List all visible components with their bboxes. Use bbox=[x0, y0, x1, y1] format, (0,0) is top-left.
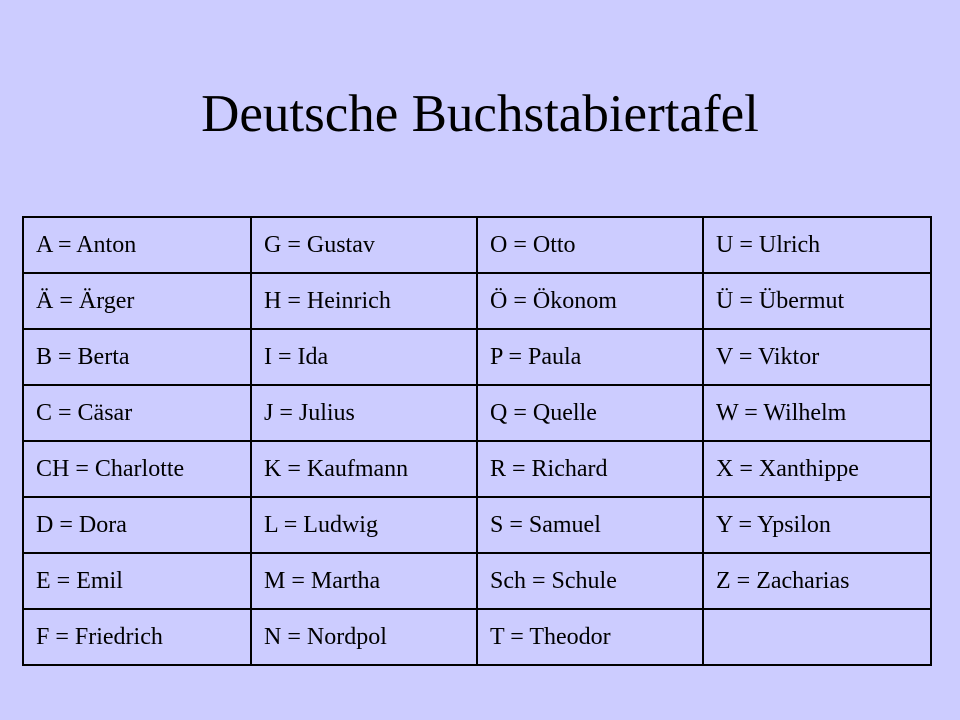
table-cell: Sch = Schule bbox=[477, 553, 703, 609]
table-cell: O = Otto bbox=[477, 217, 703, 273]
table-cell: R = Richard bbox=[477, 441, 703, 497]
spelling-table bbox=[22, 216, 932, 666]
table-cell: K = Kaufmann bbox=[251, 441, 477, 497]
table-cell-empty bbox=[703, 609, 931, 665]
table-cell: Z = Zacharias bbox=[703, 553, 931, 609]
table-row bbox=[23, 497, 931, 553]
table-cell: F = Friedrich bbox=[23, 609, 251, 665]
table-cell: J = Julius bbox=[251, 385, 477, 441]
table-row bbox=[23, 385, 931, 441]
table-cell: H = Heinrich bbox=[251, 273, 477, 329]
table-cell: A = Anton bbox=[23, 217, 251, 273]
table-cell: S = Samuel bbox=[477, 497, 703, 553]
table-cell: I = Ida bbox=[251, 329, 477, 385]
table-cell: Y = Ypsilon bbox=[703, 497, 931, 553]
table-row bbox=[23, 329, 931, 385]
table-cell: X = Xanthippe bbox=[703, 441, 931, 497]
table-cell: T = Theodor bbox=[477, 609, 703, 665]
table-cell: V = Viktor bbox=[703, 329, 931, 385]
table-cell: G = Gustav bbox=[251, 217, 477, 273]
table-cell: Q = Quelle bbox=[477, 385, 703, 441]
table-cell: B = Berta bbox=[23, 329, 251, 385]
table-cell: U = Ulrich bbox=[703, 217, 931, 273]
page-title: Deutsche Buchstabiertafel bbox=[201, 85, 759, 143]
table-cell: Ä = Ärger bbox=[23, 273, 251, 329]
table-cell: M = Martha bbox=[251, 553, 477, 609]
table-cell: C = Cäsar bbox=[23, 385, 251, 441]
table-cell: W = Wilhelm bbox=[703, 385, 931, 441]
table-cell: CH = Charlotte bbox=[23, 441, 251, 497]
table-cell: P = Paula bbox=[477, 329, 703, 385]
table-row bbox=[23, 273, 931, 329]
table-cell: D = Dora bbox=[23, 497, 251, 553]
table-row bbox=[23, 609, 931, 665]
table-cell: L = Ludwig bbox=[251, 497, 477, 553]
table-row bbox=[23, 553, 931, 609]
table-cell: E = Emil bbox=[23, 553, 251, 609]
table-cell: Ü = Übermut bbox=[703, 273, 931, 329]
table-cell: Ö = Ökonom bbox=[477, 273, 703, 329]
table-cell: N = Nordpol bbox=[251, 609, 477, 665]
table-row bbox=[23, 217, 931, 273]
table-row bbox=[23, 441, 931, 497]
